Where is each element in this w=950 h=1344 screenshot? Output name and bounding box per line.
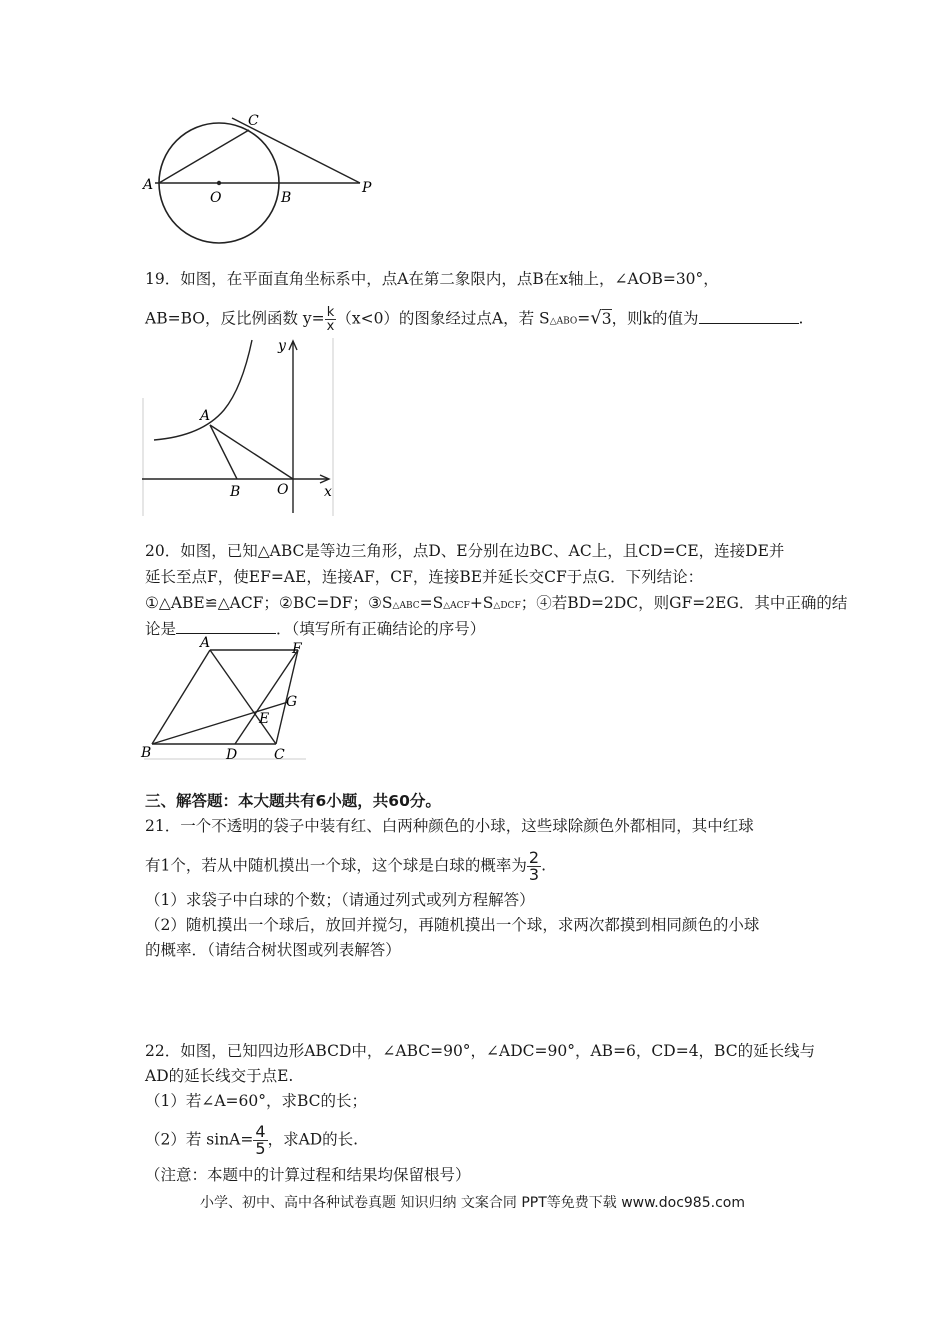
section-title: 三、解答题：本大题共有6小题，共60分。 [145,792,441,810]
q20-text-e: 论是 [145,620,177,638]
q20-line1: 20．如图，已知△ABC是等边三角形，点D、E分别在边BC、AC上，且CD=CE，连接DE并 [145,542,785,560]
q20-line3 [145,592,847,617]
q20-line2: 延长至点F，使EF=AE，连接AF，CF，连接BE并延长交CF于点G．下列结论： [145,568,704,586]
footer-text: 小学、初中、高中各种试卷真题 知识归纳 文案合同 PPT等免费下载 www.doc985.com [200,1195,745,1211]
label-b: B [141,745,152,761]
answer-blank[interactable] [699,307,799,324]
q19-text-d: ，则k的值为 [611,309,699,328]
label-b: B [230,484,241,500]
q21-part2a: （2）随机摸出一个球后，放回并搅匀，再随机摸出一个球，求两次都摸到相同颜色的小球 [145,916,760,934]
q21-line1: 21．一个不透明的袋子中装有红、白两种颜色的小球，这些球除颜色外都相同，其中红球 [145,817,754,835]
label-o: O [277,482,289,498]
label-p: P [362,180,372,196]
label-g: G [286,694,298,710]
q22-text-b: ，求AD的长. [267,1130,359,1149]
fraction-k-over-x [325,306,337,333]
subscript-abo: △ABO [549,316,578,327]
coordinate-figure [142,338,334,516]
chord-ac [159,130,249,183]
q19-text-b: （x<0）的图象经过点A，若 S [336,309,550,328]
q20-text-d: ；④若BD=2DC，则GF=2EG．其中正确的结 [520,594,848,612]
q21-line2 [145,850,546,883]
q22-part2 [145,1124,358,1157]
label-c: C [248,113,259,129]
frac-denominator: x [326,319,335,334]
label-x: x [324,484,332,500]
q20-text-a: ①△ABE≌△ACF；②BC=DF；③S [145,594,393,612]
label-a: A [200,408,211,424]
sqrt-icon: √ [590,307,602,329]
circle-tangent-figure [140,108,380,248]
fraction-two-thirds [527,850,541,883]
frac-denominator: 5 [255,1139,266,1158]
q19-line1: 19．如图，在平面直角坐标系中，点A在第二象限内，点B在x轴上，∠AOB=30°， [145,270,719,288]
label-e: E [259,711,270,727]
q22-part1: （1）若∠A=60°，求BC的长； [145,1092,368,1110]
q21-part1: （1）求袋子中白球的个数；（请通过列式或列方程解答） [145,891,535,909]
q19-text-a: AB=BO，反比例函数 y= [145,309,325,328]
subscript-dcf: △DCF [493,601,521,611]
q21-text-a: 有1个，若从中随机摸出一个球，这个球是白球的概率为 [145,856,527,875]
label-d: D [226,747,238,763]
frac-numerator: 4 [255,1122,266,1141]
label-b: B [281,190,292,206]
sqrt-argument: 3 [601,309,612,328]
fraction-four-fifths [253,1124,267,1157]
q21-end: . [541,856,546,875]
frac-denominator: 3 [528,865,540,884]
q20-text-c: +S [469,594,494,612]
segment-ao [210,425,293,479]
q22-line1: 22．如图，已知四边形ABCD中，∠ABC=90°，∠ADC=90°，AB=6，CD=4，BC的延长线与 [145,1042,816,1060]
q22-note: （注意：本题中的计算过程和结果均保留根号） [145,1166,471,1184]
q20-text-b: =S [419,594,444,612]
q19-text-c: = [577,309,591,328]
label-f: F [292,641,302,657]
label-o: O [210,190,222,206]
subscript-abc: △ABC [392,601,420,611]
label-a: A [143,177,154,193]
frac-numerator: 2 [528,848,540,867]
q19-line2 [145,306,803,333]
subscript-acf: △ACF [443,601,470,611]
label-c: C [274,747,285,763]
side-ab [152,650,210,744]
label-a: A [200,636,211,651]
triangle-figure [140,636,308,764]
frac-numerator: k [325,306,337,320]
q22-line2: AD的延长线交于点E. [145,1067,294,1085]
q22-text-a: （2）若 sinA= [145,1130,254,1149]
label-y: y [278,338,286,354]
answer-blank[interactable] [176,617,276,634]
q20-text-f: ．（填写所有正确结论的序号） [276,620,486,638]
center-point [217,181,221,185]
q19-end: . [798,309,804,328]
q21-part2b: 的概率．（请结合树状图或列表解答） [145,941,401,959]
hyperbola-curve [154,340,252,440]
